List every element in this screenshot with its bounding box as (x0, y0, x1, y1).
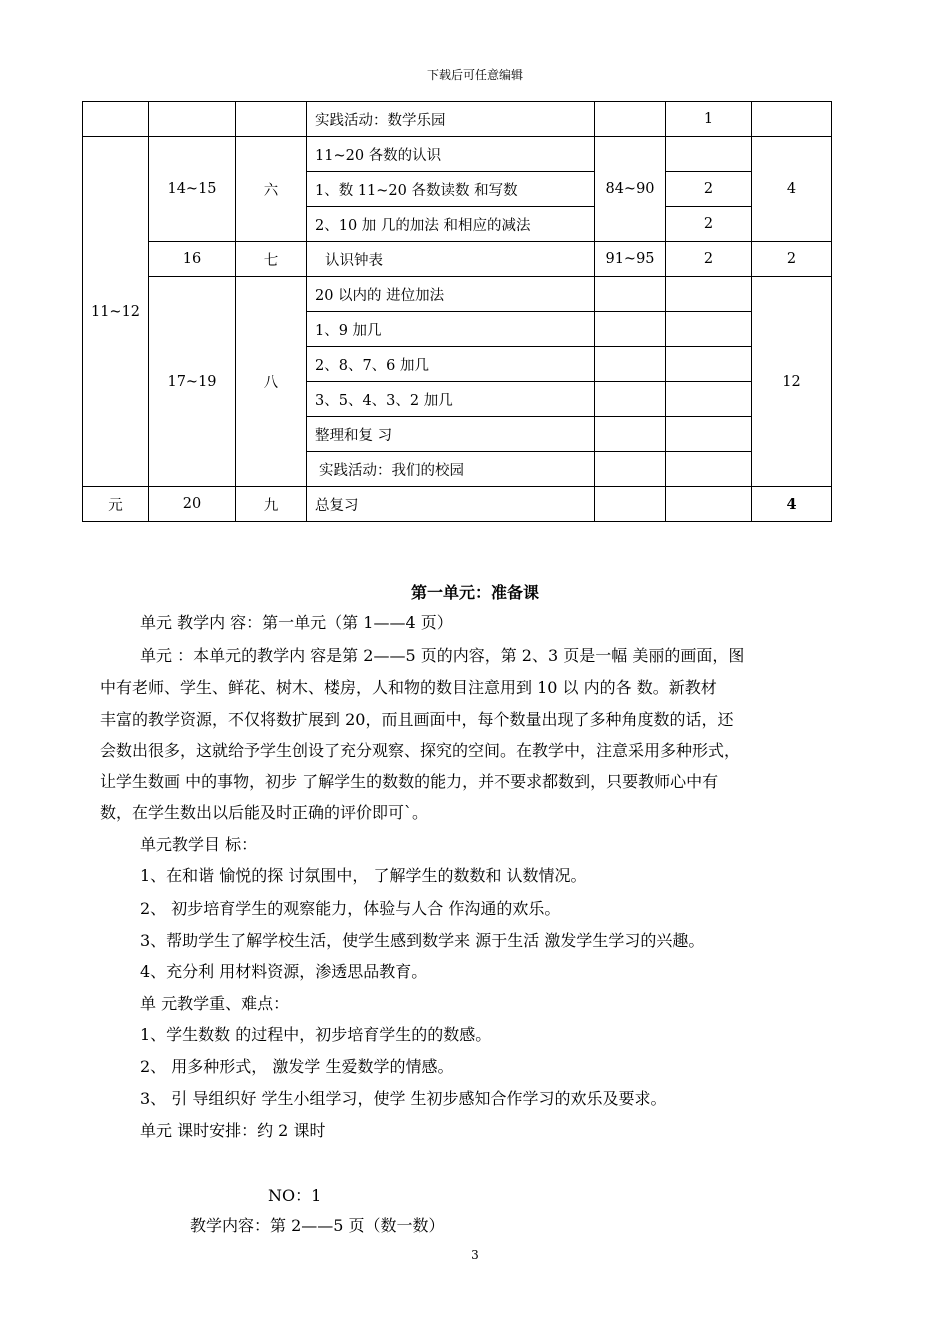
objective-item: 1、在和谐 愉悦的探 讨氛围中， 了解学生的数数和 认数情况。 (140, 866, 587, 885)
page-number: 3 (471, 1248, 479, 1262)
topic-cell: 总复习 (307, 487, 595, 522)
topic-cell: 1、9 加几 (307, 312, 595, 347)
topic-cell: 2、10 加 几的加法 和相应的减法 (307, 207, 595, 242)
lesson-content: 教学内容：第 2——5 页（数一数） (190, 1216, 445, 1235)
table-row (83, 277, 832, 312)
topic-cell: 3、5、4、3、2 加几 (307, 382, 595, 417)
week-cell: 元 (83, 487, 149, 522)
key-points-heading: 单 元教学重、难点： (140, 994, 290, 1013)
unit-cell: 九 (236, 487, 307, 522)
key-point-item: 1、学生数数 的过程中，初步培育学生的的数感。 (140, 1025, 492, 1044)
topic-cell: 20 以内的 进位加法 (307, 277, 595, 312)
table-row (83, 102, 832, 137)
hours-cell: 2 (666, 172, 752, 207)
day-cell: 16 (149, 242, 236, 277)
total-cell: 12 (752, 277, 832, 487)
objective-item: 4、充分利 用材料资源，渗透思品教育。 (140, 962, 428, 981)
total-cell: 4 (752, 487, 832, 522)
objective-item: 3、帮助学生了解学校生活，使学生感到数学来 源于生活 激发学生学习的兴趣。 (140, 931, 705, 950)
table-row (83, 487, 832, 522)
key-point-item: 2、 用多种形式， 激发学 生爱数学的情感。 (140, 1057, 454, 1076)
paragraph-line: 丰富的教学资源，不仅将数扩展到 20，而且画面中，每个数量出现了多种角度数的话，还 (100, 710, 734, 729)
objective-item: 2、 初步培育学生的观察能力，体验与人合 作沟通的欢乐。 (140, 899, 561, 918)
day-cell: 20 (149, 487, 236, 522)
paragraph-line: 中有老师、学生、鲜花、树木、楼房，人和物的数目注意用到 10 以 内的各 数。新教材 (100, 678, 717, 697)
hours-cell: 1 (666, 102, 752, 137)
paragraph-line: 单元 ：本单元的教学内 容是第 2——5 页的内容，第 2、3 页是一幅 美丽的画面，图 (140, 646, 745, 665)
pages-cell: 91~95 (595, 242, 666, 277)
hours-cell: 2 (666, 242, 752, 277)
schedule-line: 单元 课时安排：约 2 课时 (140, 1121, 326, 1140)
topic-cell: 实践活动：数学乐园 (307, 102, 595, 137)
day-cell: 14~15 (149, 137, 236, 242)
topic-cell: 认识钟表 (307, 242, 595, 277)
key-point-item: 3、 引 导组织好 学生小组学习，使学 生初步感知合作学习的欢乐及要求。 (140, 1089, 667, 1108)
topic-cell: 11~20 各数的认识 (307, 137, 595, 172)
paragraph-line: 让学生数画 中的事物，初步 了解学生的数数的能力，并不要求都数到，只要教师心中有 (100, 772, 719, 791)
schedule-table (82, 101, 832, 522)
table-row (83, 242, 832, 277)
objectives-heading: 单元教学目 标： (140, 835, 258, 854)
pages-cell: 84~90 (595, 137, 666, 242)
topic-cell: 2、8、7、6 加几 (307, 347, 595, 382)
total-cell: 4 (752, 137, 832, 242)
topic-cell: 1、数 11~20 各数读数 和写数 (307, 172, 595, 207)
unit-cell: 六 (236, 137, 307, 242)
week-cell: 11~12 (83, 137, 149, 487)
unit-content-line: 单元 教学内 容：第一单元（第 1——4 页） (140, 613, 453, 632)
day-cell: 17~19 (149, 277, 236, 487)
topic-cell: 整理和复 习 (307, 417, 595, 452)
paragraph-line: 会数出很多，这就给予学生创设了充分观察、探究的空间。在教学中，注意采用多种形式， (100, 741, 741, 760)
unit-cell: 八 (236, 277, 307, 487)
table-row (83, 137, 832, 172)
paragraph-line: 数，在学生数出以后能及时正确的评价即可`。 (100, 803, 429, 822)
section-title: 第一单元：准备课 (410, 583, 539, 602)
hours-cell: 2 (666, 207, 752, 242)
lesson-number: NO：1 (268, 1186, 322, 1205)
total-cell: 2 (752, 242, 832, 277)
unit-cell: 七 (236, 242, 307, 277)
page-header: 下载后可任意编辑 (426, 68, 523, 82)
topic-cell: 实践活动：我们的校园 (307, 452, 595, 487)
